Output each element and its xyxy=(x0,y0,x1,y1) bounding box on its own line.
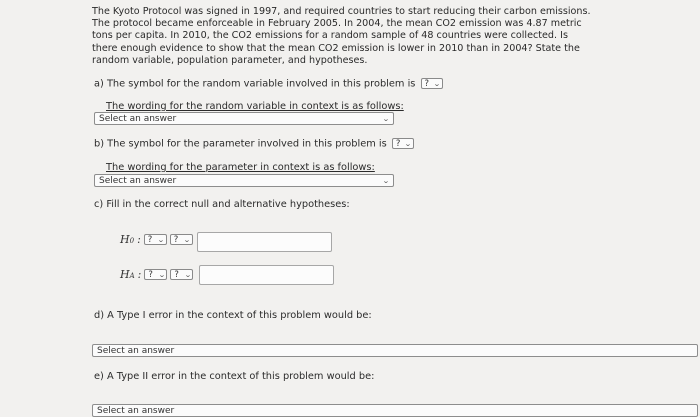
select-value: Select an answer xyxy=(97,345,175,356)
chevron-down-icon: ⌄ xyxy=(404,139,412,148)
select-value: Select an answer xyxy=(99,113,177,124)
parameter-symbol-select[interactable] xyxy=(392,138,414,149)
select-value: Select an answer xyxy=(99,175,177,186)
select-value: ? xyxy=(395,138,401,149)
type-one-error-select[interactable] xyxy=(92,344,698,357)
select-value: Select an answer xyxy=(97,405,175,416)
chevron-down-icon: ⌄ xyxy=(183,235,191,244)
problem-statement: The Kyoto Protocol was signed in 1997, and required countries to start reducing their carbon emissions. The protocol became enforceable in February 2005. In 2004, the mean CO2 emission was 4.87 metric tons per capita. In 2010, the CO2 emissions for a random sample of 48 countries were collected. Is there enough evidence to show that the mean CO2 emission is lower in 2010 than in 2004? State the random variable, population parameter, and hypotheses. xyxy=(92,6,591,66)
null-hypothesis-operator-select[interactable] xyxy=(170,234,193,245)
question-c-text: c) Fill in the correct null and alternative hypotheses: xyxy=(94,199,350,210)
h-symbol: H xyxy=(120,268,130,281)
alternative-hypothesis-parameter-select[interactable] xyxy=(144,269,167,280)
chevron-down-icon: ⌄ xyxy=(432,79,441,88)
select-value: ? xyxy=(147,234,153,245)
question-e-text: e) A Type II error in the context of this problem would be: xyxy=(94,371,375,382)
random-variable-symbol-select[interactable] xyxy=(421,78,443,89)
select-value: ? xyxy=(424,78,430,89)
question-b xyxy=(94,138,414,150)
select-value: ? xyxy=(173,234,179,245)
select-value: ? xyxy=(174,269,179,280)
colon: : xyxy=(137,268,142,281)
question-a xyxy=(94,78,443,90)
chevron-down-icon: ⌄ xyxy=(382,176,390,185)
chevron-down-icon: ⌄ xyxy=(157,270,166,279)
alternative-hypothesis-value-input[interactable] xyxy=(199,265,334,285)
null-hypothesis-parameter-select[interactable] xyxy=(144,234,167,245)
alternative-hypothesis-symbol xyxy=(120,268,135,281)
alternative-hypothesis-operator-select[interactable] xyxy=(170,269,193,280)
null-hypothesis-row xyxy=(120,233,193,246)
question-b-text: b) The symbol for the parameter involved in this problem is xyxy=(94,138,387,150)
null-hypothesis-value-input[interactable] xyxy=(197,232,332,252)
alternative-hypothesis-row xyxy=(120,268,193,281)
h-subscript: 0 xyxy=(129,237,135,245)
select-value: ? xyxy=(148,269,153,280)
random-variable-wording-label: The wording for the random variable in context is as follows: xyxy=(106,101,404,112)
h-subscript: A xyxy=(129,272,135,280)
parameter-wording-label: The wording for the parameter in context is as follows: xyxy=(106,162,375,173)
type-two-error-select[interactable] xyxy=(92,404,698,417)
h-symbol: H xyxy=(120,233,130,246)
colon: : xyxy=(137,233,141,246)
chevron-down-icon: ⌄ xyxy=(157,235,165,244)
random-variable-wording-select[interactable] xyxy=(94,112,394,125)
null-hypothesis-symbol xyxy=(120,233,134,246)
question-d-text: d) A Type I error in the context of this problem would be: xyxy=(94,310,372,321)
chevron-down-icon: ⌄ xyxy=(382,114,390,123)
chevron-down-icon: ⌄ xyxy=(183,270,192,279)
parameter-wording-select[interactable] xyxy=(94,174,394,187)
question-a-text: a) The symbol for the random variable involved in this problem is xyxy=(94,78,416,90)
